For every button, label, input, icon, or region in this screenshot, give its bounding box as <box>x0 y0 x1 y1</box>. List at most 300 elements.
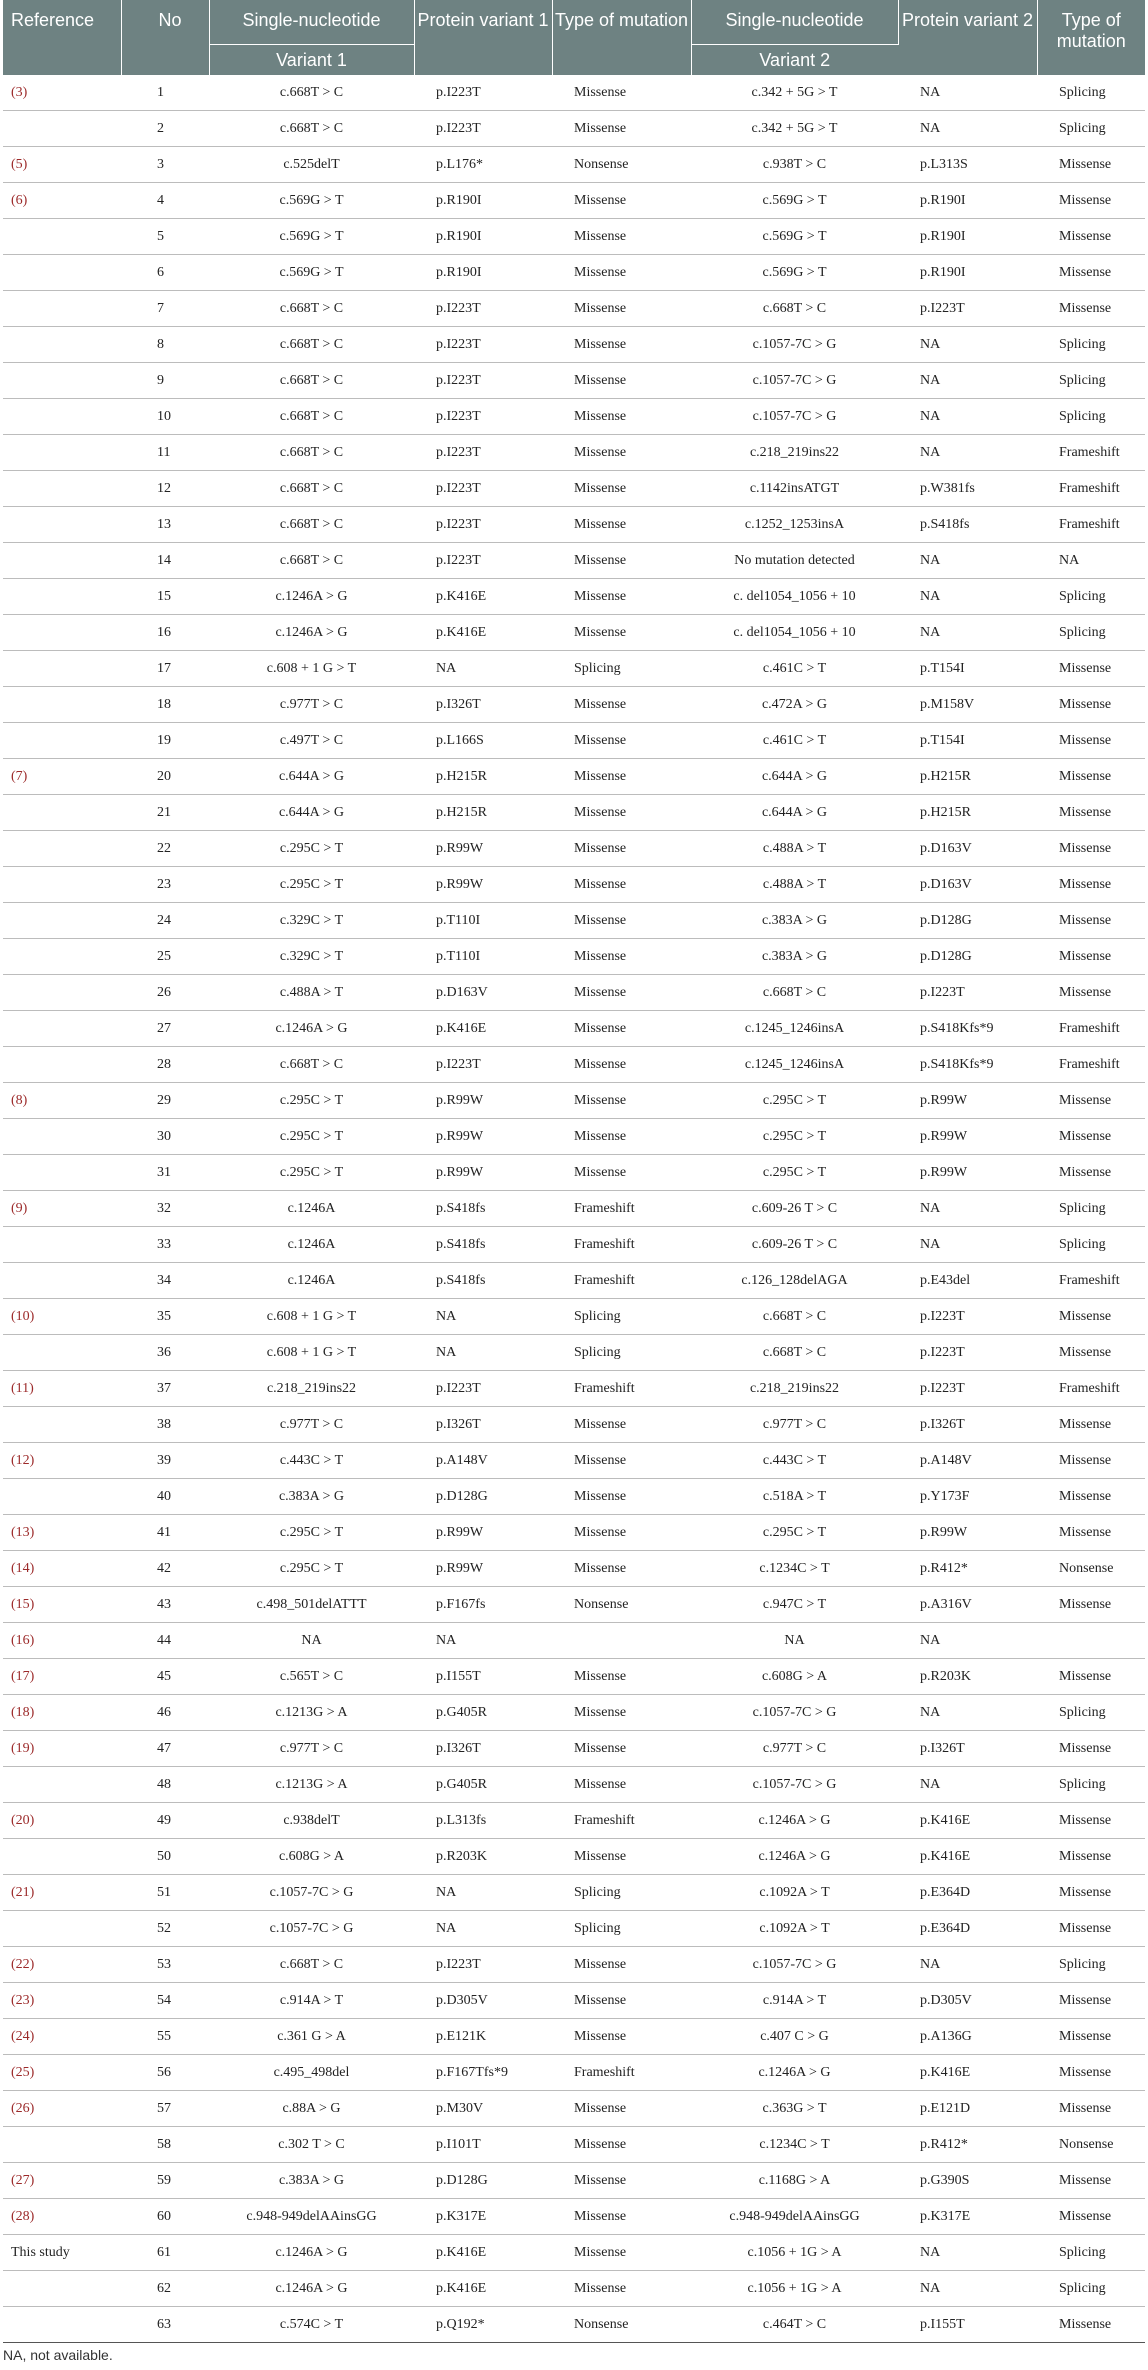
protein2-cell: p.R412* <box>898 2127 1037 2163</box>
header-no: No <box>121 0 209 75</box>
mutation1-cell: Missense <box>552 2235 691 2271</box>
protein1-cell: p.R99W <box>414 831 552 867</box>
table-row <box>3 1263 1145 1299</box>
table-row <box>3 795 1145 831</box>
reference-link[interactable]: (13) <box>11 1524 35 1540</box>
no-cell: 8 <box>121 327 209 363</box>
mutation2-cell: Missense <box>1037 1983 1145 2019</box>
mutation2-cell: Missense <box>1037 2307 1145 2343</box>
reference-link[interactable]: (27) <box>11 2172 35 2188</box>
protein2-cell: p.K416E <box>898 2055 1037 2091</box>
snv2-cell: c.342 + 5G > T <box>691 111 898 147</box>
protein1-cell: p.I223T <box>414 363 552 399</box>
no-cell: 51 <box>121 1875 209 1911</box>
mutation2-cell: Frameshift <box>1037 1371 1145 1407</box>
protein2-cell: NA <box>898 399 1037 435</box>
protein2-cell: p.E43del <box>898 1263 1037 1299</box>
snv2-cell: c.1057-7C > G <box>691 1767 898 1803</box>
snv1-cell: c.525delT <box>209 147 414 183</box>
snv1-cell: c.329C > T <box>209 903 414 939</box>
reference-link[interactable]: (5) <box>11 156 28 172</box>
reference-link[interactable]: (3) <box>11 84 28 100</box>
snv1-cell: c.498_501delATTT <box>209 1587 414 1623</box>
no-cell: 14 <box>121 543 209 579</box>
reference-link[interactable]: (8) <box>11 1092 28 1108</box>
snv1-cell: c.443C > T <box>209 1443 414 1479</box>
protein2-cell: NA <box>898 435 1037 471</box>
mutation1-cell: Missense <box>552 1443 691 1479</box>
protein2-cell: NA <box>898 579 1037 615</box>
header-reference: Reference <box>3 0 121 75</box>
mutation1-cell: Missense <box>552 1119 691 1155</box>
snv2-cell: c.1057-7C > G <box>691 363 898 399</box>
mutation2-cell: Missense <box>1037 183 1145 219</box>
no-cell: 61 <box>121 2235 209 2271</box>
snv2-cell: c.914A > T <box>691 1983 898 2019</box>
protein2-cell: p.K416E <box>898 1839 1037 1875</box>
snv1-cell: c.569G > T <box>209 183 414 219</box>
mutation1-cell: Missense <box>552 471 691 507</box>
table-row <box>3 579 1145 615</box>
mutation2-cell: Missense <box>1037 1155 1145 1191</box>
table-row <box>3 291 1145 327</box>
reference-cell <box>3 147 121 183</box>
protein1-cell: NA <box>414 1299 552 1335</box>
no-cell: 11 <box>121 435 209 471</box>
protein1-cell: NA <box>414 651 552 687</box>
mutation1-cell: Missense <box>552 2199 691 2235</box>
reference-cell <box>3 471 121 507</box>
mutation2-cell: Missense <box>1037 255 1145 291</box>
table-row <box>3 2127 1145 2163</box>
protein1-cell: p.K416E <box>414 2271 552 2307</box>
mutation2-cell: Frameshift <box>1037 1011 1145 1047</box>
protein2-cell: p.R412* <box>898 1551 1037 1587</box>
mutation1-cell: Missense <box>552 1479 691 1515</box>
protein1-cell: p.R99W <box>414 1515 552 1551</box>
protein1-cell: p.G405R <box>414 1695 552 1731</box>
snv1-cell: c.938delT <box>209 1803 414 1839</box>
no-cell: 28 <box>121 1047 209 1083</box>
mutation2-cell: Missense <box>1037 1659 1145 1695</box>
reference-cell <box>3 903 121 939</box>
no-cell: 60 <box>121 2199 209 2235</box>
snv1-cell: c.608 + 1 G > T <box>209 651 414 687</box>
protein2-cell: p.K317E <box>898 2199 1037 2235</box>
protein1-cell: p.E121K <box>414 2019 552 2055</box>
mutation2-cell: Missense <box>1037 939 1145 975</box>
protein1-cell: p.R99W <box>414 1083 552 1119</box>
mutation1-cell: Missense <box>552 1659 691 1695</box>
reference-cell <box>3 507 121 543</box>
protein2-cell: p.A136G <box>898 2019 1037 2055</box>
protein2-cell: p.I155T <box>898 2307 1037 2343</box>
snv1-cell: c.497T > C <box>209 723 414 759</box>
mutation2-cell: Splicing <box>1037 327 1145 363</box>
table-row <box>3 687 1145 723</box>
mutation2-cell: Missense <box>1037 1083 1145 1119</box>
mutation1-cell: Missense <box>552 903 691 939</box>
reference-cell <box>3 1155 121 1191</box>
reference-cell <box>3 1263 121 1299</box>
no-cell: 36 <box>121 1335 209 1371</box>
protein2-cell: NA <box>898 543 1037 579</box>
no-cell: 48 <box>121 1767 209 1803</box>
snv2-cell: c.461C > T <box>691 651 898 687</box>
protein2-cell: p.T154I <box>898 651 1037 687</box>
snv2-cell: c.608G > A <box>691 1659 898 1695</box>
protein2-cell: NA <box>898 111 1037 147</box>
reference-cell <box>3 543 121 579</box>
mutation1-cell: Missense <box>552 1011 691 1047</box>
table-row <box>3 2235 1145 2271</box>
no-cell: 23 <box>121 867 209 903</box>
snv2-cell: c.363G > T <box>691 2091 898 2127</box>
no-cell: 47 <box>121 1731 209 1767</box>
table-row <box>3 939 1145 975</box>
protein2-cell: p.E364D <box>898 1911 1037 1947</box>
reference-cell <box>3 1407 121 1443</box>
mutation2-cell: Missense <box>1037 1335 1145 1371</box>
no-cell: 46 <box>121 1695 209 1731</box>
protein2-cell: p.I223T <box>898 291 1037 327</box>
mutation2-cell: Splicing <box>1037 1695 1145 1731</box>
snv2-cell: c.938T > C <box>691 147 898 183</box>
mutation1-cell: Frameshift <box>552 1191 691 1227</box>
mutation1-cell: Missense <box>552 795 691 831</box>
reference-cell <box>3 687 121 723</box>
reference-cell <box>3 1551 121 1587</box>
protein1-cell: p.D128G <box>414 2163 552 2199</box>
reference-link[interactable]: (24) <box>11 2028 35 2044</box>
protein2-cell: NA <box>898 363 1037 399</box>
table-row <box>3 75 1145 111</box>
mutation1-cell: Missense <box>552 1767 691 1803</box>
mutation1-cell: Missense <box>552 2019 691 2055</box>
table-row <box>3 2199 1145 2235</box>
no-cell: 26 <box>121 975 209 1011</box>
table-row <box>3 2271 1145 2307</box>
snv2-cell: c.1168G > A <box>691 2163 898 2199</box>
snv2-cell: c.295C > T <box>691 1083 898 1119</box>
snv2-cell: c.668T > C <box>691 291 898 327</box>
mutation2-cell: Splicing <box>1037 2235 1145 2271</box>
mutation2-cell: Splicing <box>1037 2271 1145 2307</box>
snv2-cell: c.295C > T <box>691 1515 898 1551</box>
no-cell: 5 <box>121 219 209 255</box>
protein1-cell: p.I326T <box>414 1731 552 1767</box>
protein1-cell: p.I223T <box>414 399 552 435</box>
reference-link[interactable]: (7) <box>11 768 28 784</box>
protein1-cell: p.R99W <box>414 867 552 903</box>
table-row <box>3 183 1145 219</box>
mutation2-cell: Frameshift <box>1037 507 1145 543</box>
no-cell: 38 <box>121 1407 209 1443</box>
reference-cell <box>3 723 121 759</box>
protein1-cell: p.G405R <box>414 1767 552 1803</box>
protein1-cell: NA <box>414 1623 552 1659</box>
no-cell: 59 <box>121 2163 209 2199</box>
protein1-cell: p.F167fs <box>414 1587 552 1623</box>
table-row <box>3 327 1145 363</box>
mutation1-cell: Splicing <box>552 651 691 687</box>
no-cell: 32 <box>121 1191 209 1227</box>
reference-cell <box>3 1947 121 1983</box>
snv2-cell: c.1234C > T <box>691 2127 898 2163</box>
protein1-cell: p.D128G <box>414 1479 552 1515</box>
protein1-cell: p.H215R <box>414 759 552 795</box>
snv2-cell: c.947C > T <box>691 1587 898 1623</box>
protein1-cell: p.I155T <box>414 1659 552 1695</box>
mutation1-cell: Missense <box>552 867 691 903</box>
reference-cell <box>3 1227 121 1263</box>
snv2-cell: c.668T > C <box>691 1299 898 1335</box>
no-cell: 27 <box>121 1011 209 1047</box>
protein2-cell: p.D305V <box>898 1983 1037 2019</box>
reference-cell <box>3 1371 121 1407</box>
reference-link[interactable]: (10) <box>11 1308 35 1324</box>
mutation2-cell: Missense <box>1037 1803 1145 1839</box>
no-cell: 40 <box>121 1479 209 1515</box>
protein2-cell: p.R190I <box>898 255 1037 291</box>
no-cell: 55 <box>121 2019 209 2055</box>
snv1-cell: c.608 + 1 G > T <box>209 1335 414 1371</box>
protein2-cell: NA <box>898 1227 1037 1263</box>
reference-cell <box>3 651 121 687</box>
reference-link[interactable]: (17) <box>11 1668 35 1684</box>
protein2-cell: p.I326T <box>898 1731 1037 1767</box>
reference-link[interactable]: (22) <box>11 1956 35 1972</box>
snv1-cell: c.383A > G <box>209 1479 414 1515</box>
protein2-cell: p.R99W <box>898 1515 1037 1551</box>
table-row <box>3 543 1145 579</box>
no-cell: 3 <box>121 147 209 183</box>
mutation2-cell: Frameshift <box>1037 1263 1145 1299</box>
protein1-cell: p.I223T <box>414 1371 552 1407</box>
header-snv1-top: Single-nucleotide <box>209 0 414 45</box>
snv2-cell: No mutation detected <box>691 543 898 579</box>
snv1-cell: c.1246A > G <box>209 579 414 615</box>
snv2-cell: c. del1054_1056 + 10 <box>691 615 898 651</box>
snv1-cell: c.218_219ins22 <box>209 1371 414 1407</box>
mutation1-cell: Missense <box>552 219 691 255</box>
header-protein-variant-1: Protein variant 1 <box>414 0 552 75</box>
reference-cell <box>3 435 121 471</box>
protein1-cell: p.T110I <box>414 939 552 975</box>
snv1-cell: c.1246A > G <box>209 615 414 651</box>
reference-link[interactable]: (6) <box>11 192 28 208</box>
table-row <box>3 399 1145 435</box>
mutation1-cell: Missense <box>552 363 691 399</box>
snv2-cell: c.1092A > T <box>691 1911 898 1947</box>
reference-cell <box>3 1839 121 1875</box>
snv1-cell: c.302 T > C <box>209 2127 414 2163</box>
reference-link[interactable]: (18) <box>11 1704 35 1720</box>
mutation1-cell: Frameshift <box>552 1227 691 1263</box>
protein2-cell: p.R203K <box>898 1659 1037 1695</box>
mutation2-cell: Missense <box>1037 759 1145 795</box>
snv1-cell: c.295C > T <box>209 1515 414 1551</box>
no-cell: 2 <box>121 111 209 147</box>
reference-link[interactable]: (28) <box>11 2208 35 2224</box>
snv1-cell: c.88A > G <box>209 2091 414 2127</box>
reference-cell <box>3 1011 121 1047</box>
no-cell: 20 <box>121 759 209 795</box>
protein2-cell: NA <box>898 327 1037 363</box>
table-row <box>3 147 1145 183</box>
reference-link[interactable]: (14) <box>11 1560 35 1576</box>
header-mutation-type-1: Type of mutation <box>552 0 691 75</box>
snv2-cell: c.464T > C <box>691 2307 898 2343</box>
protein2-cell: NA <box>898 1191 1037 1227</box>
snv1-cell: c.329C > T <box>209 939 414 975</box>
table-row <box>3 219 1145 255</box>
mutation2-cell: Missense <box>1037 975 1145 1011</box>
protein1-cell: p.I223T <box>414 435 552 471</box>
mutation2-cell: Missense <box>1037 147 1145 183</box>
protein1-cell: p.M30V <box>414 2091 552 2127</box>
mutation1-cell: Missense <box>552 75 691 111</box>
snv1-cell: c.977T > C <box>209 1407 414 1443</box>
mutation1-cell: Frameshift <box>552 1263 691 1299</box>
protein1-cell: p.K416E <box>414 579 552 615</box>
reference-cell <box>3 2091 121 2127</box>
snv2-cell: c.1057-7C > G <box>691 327 898 363</box>
mutation1-cell: Missense <box>552 2163 691 2199</box>
protein2-cell: p.D128G <box>898 903 1037 939</box>
table-row <box>3 759 1145 795</box>
snv2-cell: c.126_128delAGA <box>691 1263 898 1299</box>
snv1-cell: c.488A > T <box>209 975 414 1011</box>
reference-cell <box>3 1335 121 1371</box>
header-snv2-top: Single-nucleotide <box>691 0 898 45</box>
table-row <box>3 651 1145 687</box>
protein2-cell: NA <box>898 1767 1037 1803</box>
table-row <box>3 111 1145 147</box>
reference-link[interactable]: (12) <box>11 1452 35 1468</box>
mutation2-cell: NA <box>1037 543 1145 579</box>
mutation1-cell: Missense <box>552 399 691 435</box>
snv1-cell: c.668T > C <box>209 507 414 543</box>
reference-cell <box>3 867 121 903</box>
reference-link[interactable]: (19) <box>11 1740 35 1756</box>
table-row <box>3 1371 1145 1407</box>
snv2-cell: c.644A > G <box>691 795 898 831</box>
no-cell: 30 <box>121 1119 209 1155</box>
protein1-cell: p.R190I <box>414 255 552 291</box>
snv1-cell: c.608G > A <box>209 1839 414 1875</box>
table-row <box>3 507 1145 543</box>
snv2-cell: c.644A > G <box>691 759 898 795</box>
protein2-cell: p.R190I <box>898 219 1037 255</box>
table-row <box>3 723 1145 759</box>
mutation1-cell: Missense <box>552 1551 691 1587</box>
snv1-cell: c.565T > C <box>209 1659 414 1695</box>
snv2-cell: c.1142insATGT <box>691 471 898 507</box>
snv1-cell: c.644A > G <box>209 795 414 831</box>
protein1-cell: p.K416E <box>414 2235 552 2271</box>
table-row <box>3 1551 1145 1587</box>
reference-link[interactable]: (25) <box>11 2064 35 2080</box>
table-row <box>3 1623 1145 1659</box>
table-row <box>3 2163 1145 2199</box>
no-cell: 12 <box>121 471 209 507</box>
protein2-cell: p.I223T <box>898 1299 1037 1335</box>
mutation1-cell: Frameshift <box>552 2055 691 2091</box>
protein2-cell: p.H215R <box>898 759 1037 795</box>
reference-cell <box>3 1191 121 1227</box>
mutation2-cell: Nonsense <box>1037 2127 1145 2163</box>
no-cell: 33 <box>121 1227 209 1263</box>
mutation1-cell: Splicing <box>552 1911 691 1947</box>
no-cell: 1 <box>121 75 209 111</box>
mutation2-cell: Missense <box>1037 867 1145 903</box>
mutation1-cell: Missense <box>552 255 691 291</box>
reference-cell <box>3 219 121 255</box>
snv1-cell: c.1246A > G <box>209 1011 414 1047</box>
table-row <box>3 1083 1145 1119</box>
snv2-cell: c.1092A > T <box>691 1875 898 1911</box>
mutation2-cell: Splicing <box>1037 75 1145 111</box>
reference-link[interactable]: (20) <box>11 1812 35 1828</box>
protein2-cell: p.S418Kfs*9 <box>898 1011 1037 1047</box>
snv2-cell: c.948-949delAAinsGG <box>691 2199 898 2235</box>
protein2-cell: p.E364D <box>898 1875 1037 1911</box>
snv1-cell: c.668T > C <box>209 1947 414 1983</box>
mutation1-cell: Missense <box>552 975 691 1011</box>
reference-cell <box>3 2307 121 2343</box>
reference-cell <box>3 1767 121 1803</box>
mutation1-cell: Splicing <box>552 1335 691 1371</box>
reference-cell <box>3 183 121 219</box>
mutation2-cell: Missense <box>1037 1587 1145 1623</box>
reference-link[interactable]: (11) <box>11 1380 34 1396</box>
reference-cell <box>3 2055 121 2091</box>
mutation2-cell: Missense <box>1037 1119 1145 1155</box>
protein2-cell: p.D163V <box>898 831 1037 867</box>
protein1-cell: p.I223T <box>414 291 552 327</box>
table-row <box>3 831 1145 867</box>
reference-link[interactable]: (15) <box>11 1596 35 1612</box>
snv2-cell: NA <box>691 1623 898 1659</box>
protein2-cell: NA <box>898 615 1037 651</box>
mutation1-cell: Missense <box>552 1515 691 1551</box>
reference-link[interactable]: (23) <box>11 1992 35 2008</box>
mutation1-cell: Missense <box>552 1947 691 1983</box>
reference-link[interactable]: (26) <box>11 2100 35 2116</box>
protein2-cell: NA <box>898 75 1037 111</box>
protein1-cell: p.I101T <box>414 2127 552 2163</box>
reference-link[interactable]: (9) <box>11 1200 28 1216</box>
no-cell: 4 <box>121 183 209 219</box>
mutation2-cell: Missense <box>1037 2199 1145 2235</box>
table-row <box>3 1839 1145 1875</box>
protein2-cell: p.S418Kfs*9 <box>898 1047 1037 1083</box>
protein2-cell: p.W381fs <box>898 471 1037 507</box>
no-cell: 34 <box>121 1263 209 1299</box>
mutation2-cell: Missense <box>1037 1875 1145 1911</box>
table-row <box>3 1155 1145 1191</box>
snv1-cell: c.644A > G <box>209 759 414 795</box>
header-mutation-type-2: Type of mutation <box>1037 0 1145 75</box>
mutation2-cell: Splicing <box>1037 615 1145 651</box>
reference-link[interactable]: (21) <box>11 1884 35 1900</box>
snv1-cell: c.948-949delAAinsGG <box>209 2199 414 2235</box>
snv2-cell: c.1252_1253insA <box>691 507 898 543</box>
snv1-cell: c.608 + 1 G > T <box>209 1299 414 1335</box>
no-cell: 42 <box>121 1551 209 1587</box>
reference-link[interactable]: (16) <box>11 1632 35 1648</box>
